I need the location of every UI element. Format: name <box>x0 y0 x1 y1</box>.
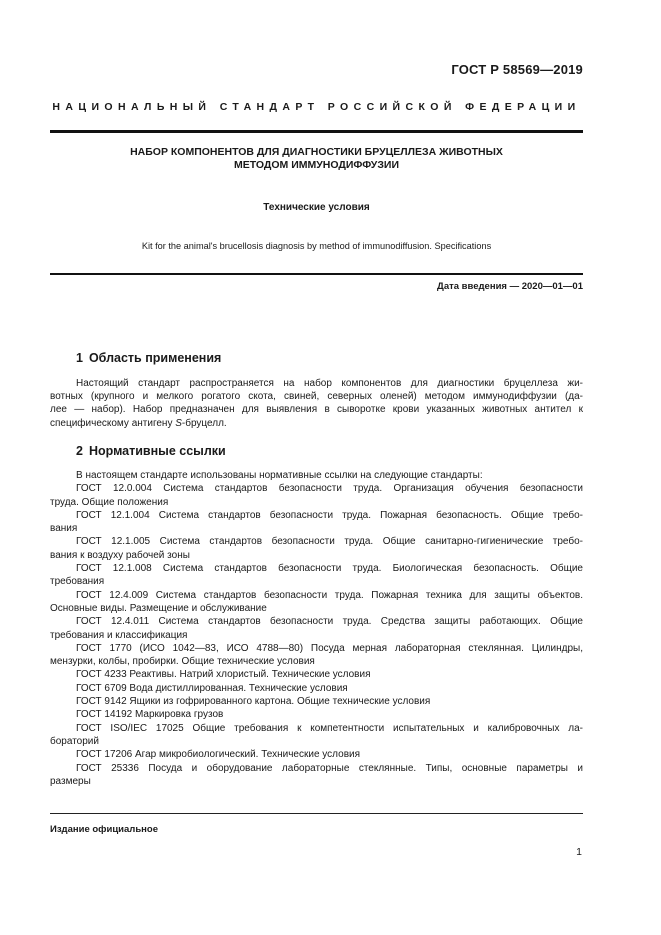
reference-item: ГОСТ 12.4.009 Система стандартов безопасности труда. Пожарная техника для защиты объектов. <box>76 589 583 601</box>
reference-item: ГОСТ 12.1.004 Система стандартов безопасности труда. Пожарная безопасность. Общие требо- <box>76 509 583 521</box>
section-1-line-text: -бруцелл. <box>181 417 227 429</box>
reference-item: ГОСТ 4233 Реактивы. Натрий хлористый. Технические условия <box>76 669 371 681</box>
footer-rule <box>50 813 583 814</box>
section-1-heading <box>76 351 221 365</box>
section-2-title: Нормативные ссылки <box>88 444 226 458</box>
header-rule <box>50 130 583 133</box>
title-line-2: МЕТОДОМ ИММУНОДИФФУЗИИ <box>233 159 400 171</box>
reference-entries <box>50 482 583 788</box>
reference-item-continuation: Основные виды. Размещение и обслуживание <box>50 602 267 614</box>
reference-item: ГОСТ 6709 Вода дистиллированная. Технические условия <box>76 682 348 694</box>
reference-item-continuation: требования <box>50 576 105 588</box>
reference-item-continuation: требования и классификация <box>50 629 188 641</box>
section-1-body <box>50 377 583 430</box>
reference-item: ГОСТ 12.4.011 Система стандартов безопасности труда. Средства защиты работающих. Общие <box>76 616 583 628</box>
introduction-date: Дата введения — 2020—01—01 <box>437 281 583 292</box>
section-1-line: Настоящий стандарт распространяется на набор компонентов для диагностики бруцеллеза жи- <box>76 378 583 389</box>
section-1-line <box>50 417 583 430</box>
national-standard-heading: НАЦИОНАЛЬНЫЙ СТАНДАРТ РОССИЙСКОЙ ФЕДЕРАЦИИ <box>52 101 581 113</box>
reference-item-continuation: мензурки, колбы, пробирки. Общие технические условия <box>50 656 315 668</box>
reference-item: ГОСТ ISO/IEC 17025 Общие требования к компетентности испытательных и калибровочных ла- <box>76 722 583 734</box>
section-2-number: 2 <box>76 444 83 458</box>
section-1-line: вотных (крупного и мелкого рогатого скота, свиней, северных оленей) методом иммунодиффузии (да- <box>50 391 583 403</box>
title-rule <box>50 273 583 275</box>
page-number: 1 <box>576 846 582 858</box>
references-intro: В настоящем стандарте использованы нормативные ссылки на следующие стандарты: <box>76 470 483 481</box>
reference-item-continuation: бораторий <box>50 735 99 747</box>
reference-item: ГОСТ 12.0.004 Система стандартов безопасности труда. Организация обучения безопасности <box>76 483 583 495</box>
document-subtitle: Технические условия <box>263 202 370 213</box>
document-title <box>50 146 583 172</box>
section-1-title: Область применения <box>88 351 222 365</box>
reference-item: ГОСТ 17206 Агар микробиологический. Технические условия <box>76 749 361 761</box>
official-edition-label: Издание официальное <box>50 824 158 835</box>
reference-item: ГОСТ 14192 Маркировка грузов <box>76 709 224 721</box>
reference-item-continuation: труда. Общие положения <box>50 496 169 508</box>
reference-item: ГОСТ 9142 Ящики из гофрированного картона. Общие технические условия <box>76 696 431 708</box>
reference-item-continuation: вания к воздуху рабочей зоны <box>50 549 190 561</box>
reference-item-continuation: размеры <box>50 775 91 787</box>
title-line-1: НАБОР КОМПОНЕНТОВ ДЛЯ ДИАГНОСТИКИ БРУЦЕЛЛЕЗА ЖИВОТНЫХ <box>130 146 503 158</box>
section-1-line-text: специфическому антигену <box>50 417 176 429</box>
document-code: ГОСТ Р 58569—2019 <box>451 62 583 77</box>
section-2-heading <box>76 444 226 458</box>
english-title: Kit for the animal's brucellosis diagnosis by method of immunodiffusion. Specifications <box>141 241 492 251</box>
section-1-number: 1 <box>76 351 83 365</box>
section-1-line-italic: S <box>175 417 182 429</box>
reference-item: ГОСТ 1770 (ИСО 1042—83, ИСО 4788—80) Посуда мерная лабораторная стеклянная. Цилиндры, <box>76 642 583 654</box>
section-1-line: лее — набор). Набор предназначен для выявления в сыворотке крови указанных животных антител к <box>50 404 583 416</box>
reference-item: ГОСТ 12.1.005 Система стандартов безопасности труда. Общие санитарно-гигиенические требо- <box>76 536 583 548</box>
reference-item-continuation: вания <box>50 523 78 535</box>
reference-item: ГОСТ 12.1.008 Система стандартов безопасности труда. Биологическая безопасность. Общие <box>76 563 583 575</box>
normative-references-list <box>50 469 583 788</box>
reference-item: ГОСТ 25336 Посуда и оборудование лабораторные стеклянные. Типы, основные параметры и <box>76 762 583 774</box>
